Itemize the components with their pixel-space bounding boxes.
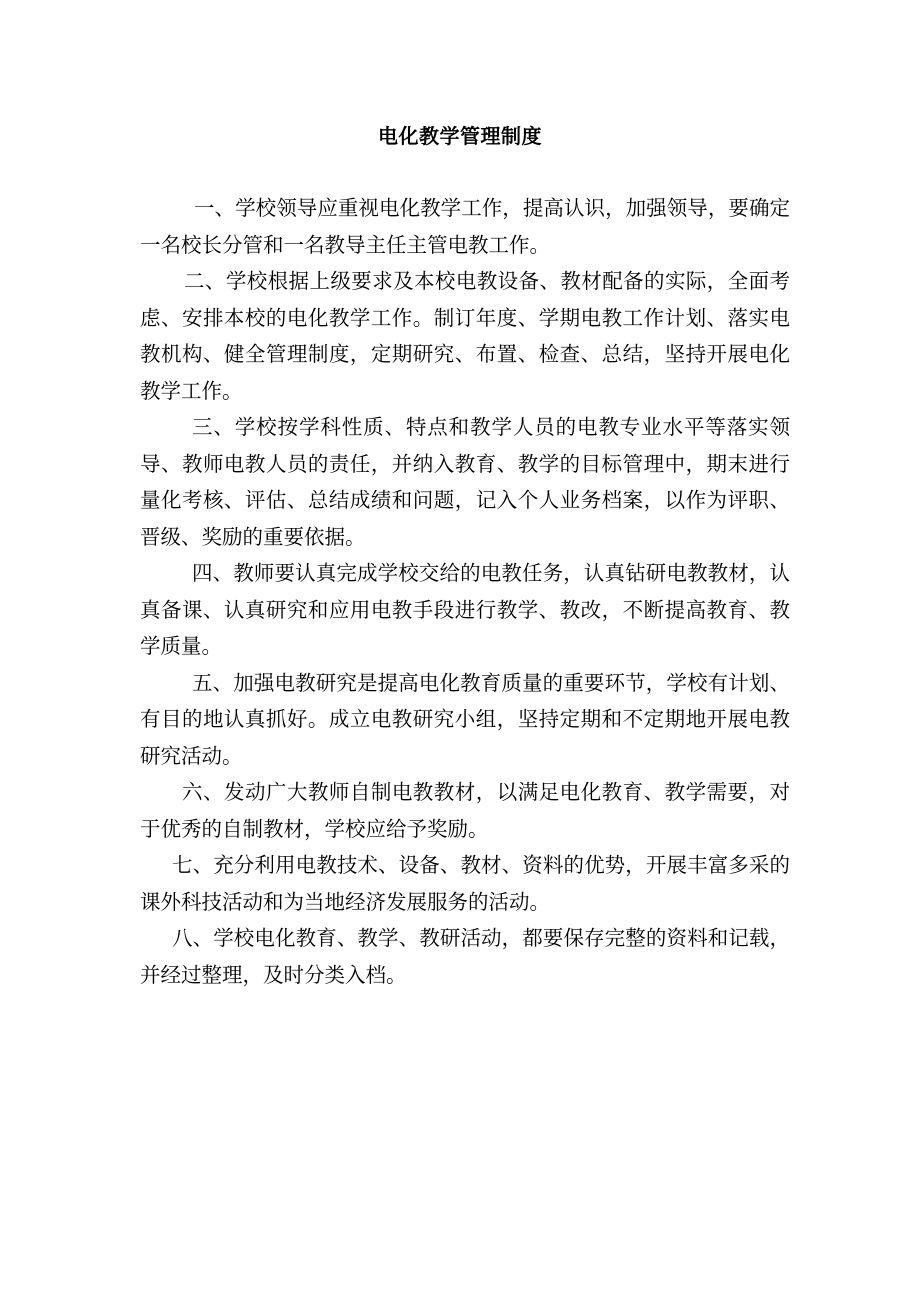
regulation-paragraph-2: 二、学校根据上级要求及本校电教设备、教材配备的实际，全面考虑、安排本校的电化教学工作。制订年度、学期电教工作计划、落实电教机构、健全管理制度，定期研究、布置、检查、总结，坚持开展电化教学工作。 (140, 269, 790, 403)
regulation-paragraph-3: 三、学校按学科性质、特点和教学人员的电教专业水平等落实领导、教师电教人员的责任，并纳入教育、教学的目标管理中，期末进行量化考核、评估、总结成绩和问题，记入个人业务档案，以作为评职、晋级、奖励的重要依据。 (140, 415, 790, 549)
regulation-paragraph-4: 四、教师要认真完成学校交给的电教任务，认真钻研电教教材，认真备课、认真研究和应用电教手段进行教学、教改，不断提高教育、教学质量。 (140, 561, 790, 658)
regulation-paragraph-7: 七、充分利用电教技术、设备、教材、资料的优势，开展丰富多采的课外科技活动和为当地经济发展服务的活动。 (140, 853, 790, 914)
regulation-paragraph-1: 一、学校领导应重视电化教学工作，提高认识，加强领导，要确定一名校长分管和一名教导主任主管电教工作。 (140, 196, 790, 257)
document-body (140, 190, 790, 993)
regulation-paragraph-6: 六、发动广大教师自制电教教材，以满足电化教育、教学需要，对于优秀的自制教材，学校应给予奖励。 (140, 780, 790, 841)
regulation-paragraph-5: 五、加强电教研究是提高电化教育质量的重要环节，学校有计划、有目的地认真抓好。成立电教研究小组，坚持定期和不定期地开展电教研究活动。 (140, 670, 790, 768)
regulation-paragraph-8: 八、学校电化教育、教学、教研活动，都要保存完整的资料和记载，并经过整理，及时分类入档。 (140, 926, 790, 987)
document-title: 电化教学管理制度 (378, 124, 542, 148)
